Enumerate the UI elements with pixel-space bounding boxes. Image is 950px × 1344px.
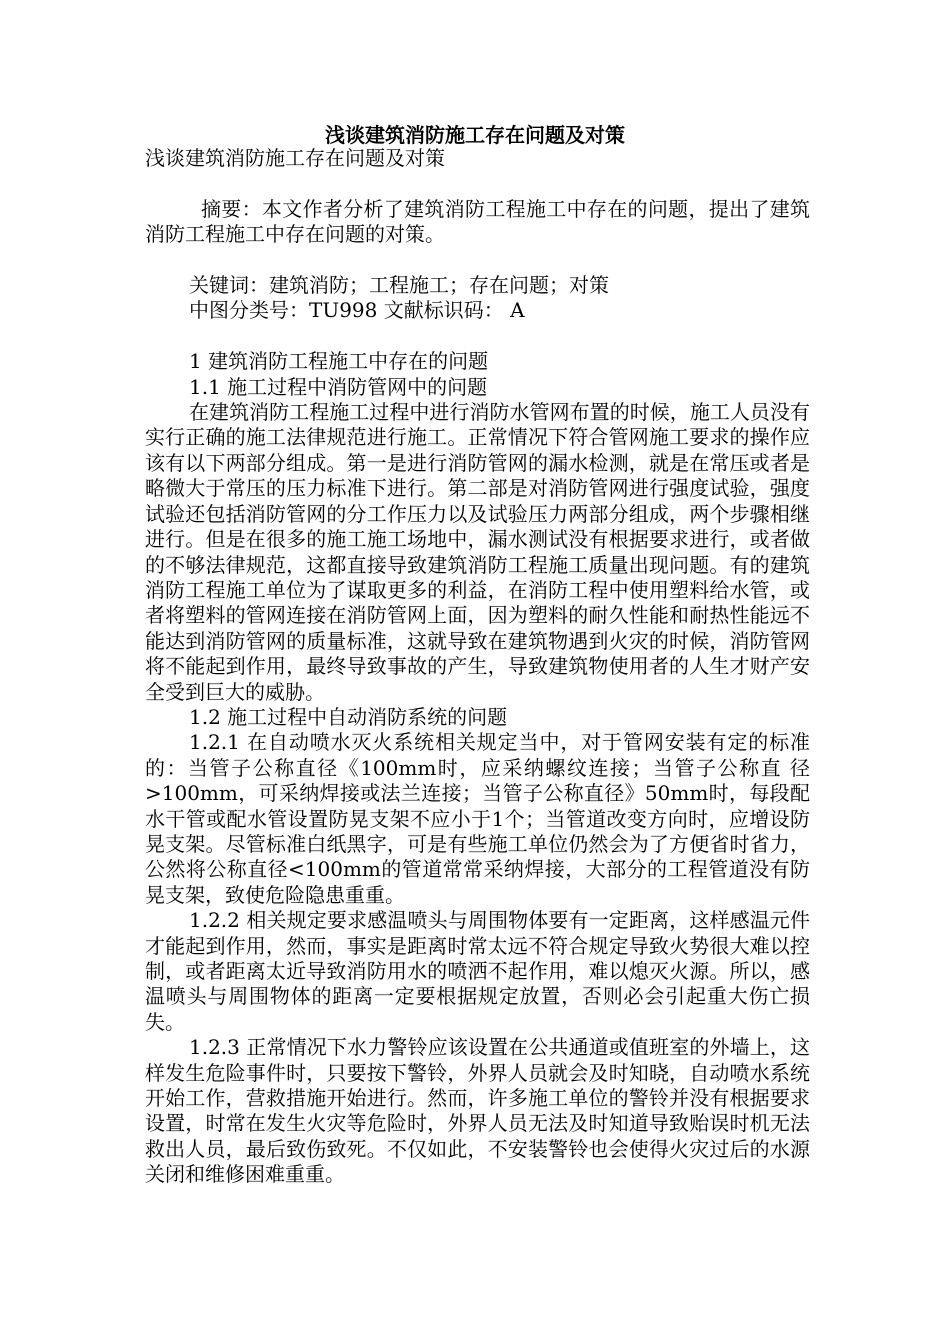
blank-line (145, 324, 810, 349)
section-1-heading: 1 建筑消防工程施工中存在的问题 (189, 349, 489, 374)
section-1-1-paragraph: 在建筑消防工程施工过程中进行消防水管网布置的时候，施工人员没有实行正确的施工法律规范进行施工。正常情况下符合管网施工要求的操作应该有以下两部分组成。第一是进行消防管网的漏水检测，就是在常压或者是略微大于常压的压力标准下进行。第二部是对消防管网进行强度试验，强度试验还包括消防管网的分工作压力以及试验压力两部分组成，两个步骤相继进行。但是在很多的施工施工场地中，漏水测试没有根据要求进行，或者做的不够法律规范，这都直接导致建筑消防工程施工质量出现问题。有的建筑消防工程施工单位为了谋取更多的利益，在消防工程中使用塑料给水管，或者将塑料的管网连接在消防管网上面，因为塑料的耐久性能和耐热性能远不能达到消防管网的质量标准，这就导致在建筑物遇到火灾的时候，消防管网将不能起到作用，最终导致事故的产生，导致建筑物使用者的人生才财产安全受到巨大的威胁。 (145, 400, 810, 704)
abstract-paragraph: 摘要：本文作者分析了建筑消防工程施工中存在的问题，提出了建筑消防工程施工中存在问题的对策。 (145, 196, 810, 247)
keywords-line: 关键词：建筑消防；工程施工；存在问题；对策 (189, 273, 609, 298)
blank-line (145, 248, 810, 273)
document-subtitle: 浅谈建筑消防施工存在问题及对策 (145, 146, 445, 170)
section-1-2-1-paragraph: 1.2.1 在自动喷水灭火系统相关规定当中，对于管网安装有定的标准的：当管子公称直径《100mm时，应采纳螺纹连接；当管子公称直 径>100mm，可采纳焊接或法兰连接；当管子公称直径》50mm时，每段配水干管或配水管设置防晃支架不应小于1个；当管道改变方向时，应增设防晃支架。尽管标准白纸黑字，可是有些施工单位仍然会为了方便省时省力，公然将公称直径<100mm的管道常常采纳焊接，大部分的工程管道没有防晃支架，致使危险隐患重重。 (145, 730, 810, 907)
section-1-1-heading: 1.1 施工过程中消防管网中的问题 (189, 374, 488, 399)
section-1-2-2-paragraph: 1.2.2 相关规定要求感温喷头与周围物体要有一定距离，这样感温元件才能起到作用，然而，事实是距离时常太远不符合规定导致火势很大难以控制，或者距离太近导致消防用水的喷洒不起作用，难以熄灭火源。所以，感温喷头与周围物体的距离一定要根据规定放置，否则必会引起重大伤亡损失。 (145, 908, 810, 1034)
section-1-2-3-paragraph: 1.2.3 正常情况下水力警铃应该设置在公共通道或值班室的外墙上，这样发生危险事件时，只要按下警铃，外界人员就会及时知晓，自动喷水系统开始工作，营救措施开始进行。然而，许多施工单位的警铃并没有根据要求设置，时常在发生火灾等危险时，外界人员无法及时知道导致贻误时机无法救出人员，最后致伤致死。不仅如此，不安装警铃也会使得火灾过后的水源关闭和维修困难重重。 (145, 1035, 810, 1187)
document-body (145, 146, 810, 1188)
classification-line: 中图分类号：TU998 文献标识码： A (189, 298, 525, 323)
section-1-2-heading: 1.2 施工过程中自动消防系统的问题 (189, 704, 508, 729)
document-title: 浅谈建筑消防施工存在问题及对策 (325, 123, 625, 147)
blank-line (145, 171, 810, 196)
